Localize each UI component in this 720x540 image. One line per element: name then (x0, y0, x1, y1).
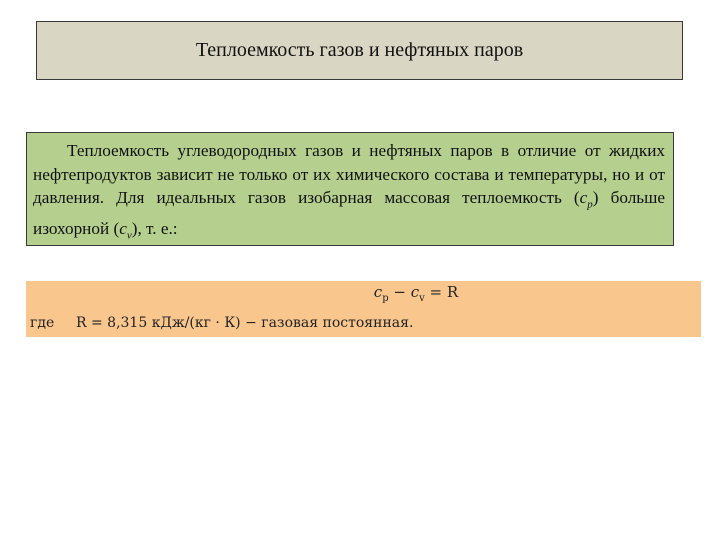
paragraph-text-1: Теплоемкость углеводородных газов и нефтяных паров в отличие от жидких нефтепродуктов зависит не только от их химического состава и температуры, но и от давления. Для идеальных газов изобарная массовая теплоемкость ( (33, 141, 665, 207)
formula-definition (30, 315, 413, 331)
paragraph-text-3: ), т. е.: (131, 218, 178, 238)
formula-equation: $c_p - c_v = R$ (373, 283, 459, 304)
gas-constant-definition: R = 8,315 кДж/(кг · К) − газовая постоянная. (76, 315, 414, 331)
where-label: где (30, 315, 55, 331)
formula-box (26, 281, 701, 337)
paragraph-text-2: ) больше изохорной ( (33, 188, 665, 238)
slide-title-box (36, 21, 683, 80)
cv-symbol: $c_v$ (119, 218, 132, 242)
paragraph-box (26, 132, 674, 246)
cp-symbol: $c_p$ (579, 188, 593, 211)
slide-title: Теплоемкость газов и нефтяных паров (195, 39, 524, 61)
